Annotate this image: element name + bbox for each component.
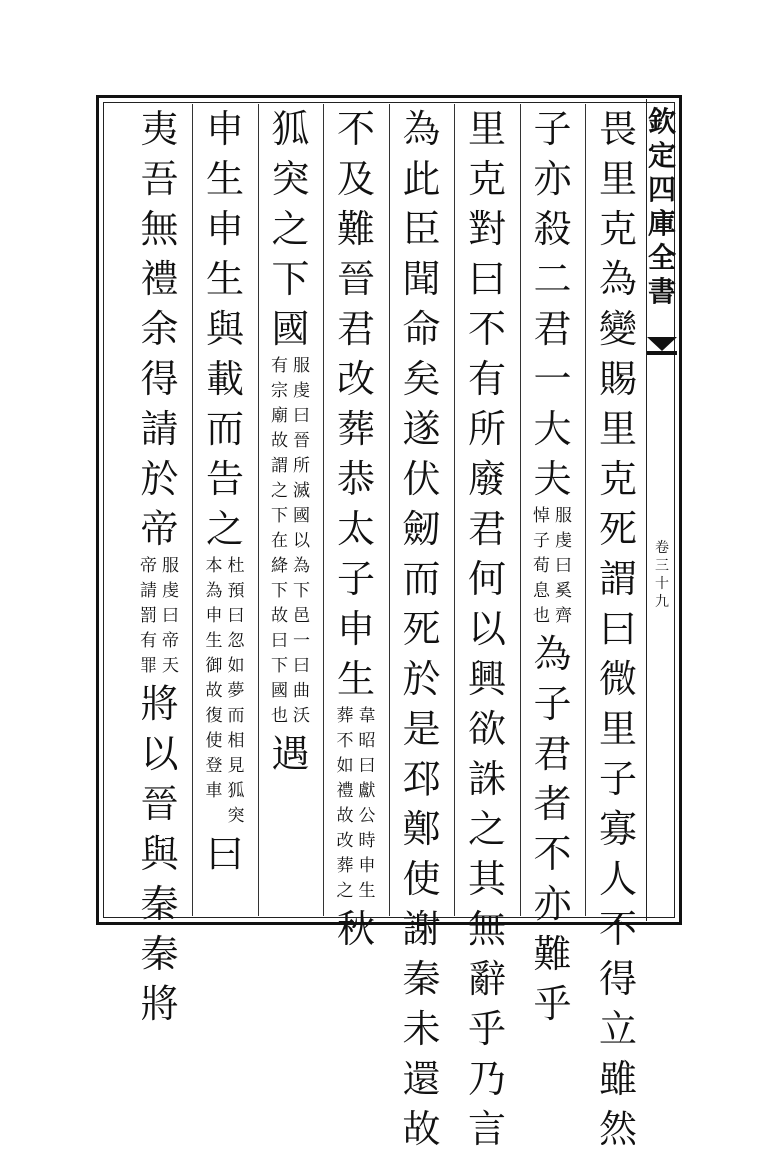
main-char: 而 bbox=[402, 557, 441, 601]
main-char: 子 bbox=[598, 757, 637, 801]
note-char: 昭 bbox=[358, 731, 376, 751]
main-char: 恭 bbox=[336, 457, 375, 501]
note-char: 突 bbox=[227, 806, 245, 826]
main-char: 謂 bbox=[598, 557, 637, 601]
main-char: 將 bbox=[140, 682, 179, 726]
note-char: 罰 bbox=[140, 606, 157, 626]
main-char: 劒 bbox=[402, 507, 441, 551]
note-char: 在 bbox=[271, 531, 288, 551]
note-char: 晉 bbox=[293, 431, 310, 451]
main-char: 於 bbox=[140, 457, 179, 501]
note-line bbox=[226, 554, 246, 829]
volume-char: 九 bbox=[655, 594, 669, 610]
main-char: 載 bbox=[205, 357, 244, 401]
main-char: 無 bbox=[467, 907, 506, 951]
main-char: 雖 bbox=[598, 1057, 637, 1101]
main-char: 故 bbox=[402, 1107, 441, 1151]
main-char: 為 bbox=[598, 257, 637, 301]
main-char: 之 bbox=[271, 207, 310, 251]
main-char: 與 bbox=[140, 832, 179, 876]
main-char: 申 bbox=[336, 607, 375, 651]
note-char: 曰 bbox=[293, 406, 310, 426]
note-char: 生 bbox=[358, 881, 376, 901]
main-char: 克 bbox=[598, 207, 637, 251]
main-char: 遂 bbox=[402, 407, 441, 451]
note-char: 下 bbox=[271, 506, 288, 526]
main-char: 不 bbox=[467, 307, 506, 351]
note-char: 之 bbox=[271, 481, 288, 501]
main-char: 其 bbox=[467, 857, 506, 901]
title-char: 欽 bbox=[647, 105, 676, 138]
note-char: 登 bbox=[205, 756, 223, 776]
main-char: 無 bbox=[140, 207, 179, 251]
note-char: 禮 bbox=[336, 781, 354, 801]
main-char: 里 bbox=[598, 707, 637, 751]
main-char: 所 bbox=[467, 407, 506, 451]
note-char: 悼 bbox=[533, 506, 550, 526]
main-char: 不 bbox=[598, 907, 637, 951]
main-char: 聞 bbox=[402, 257, 441, 301]
note-char: 葬 bbox=[336, 706, 354, 726]
note-char: 為 bbox=[205, 581, 223, 601]
main-char: 請 bbox=[140, 407, 179, 451]
main-char: 一 bbox=[533, 357, 572, 401]
note-line bbox=[357, 704, 377, 904]
main-char: 乃 bbox=[467, 1057, 506, 1101]
note-line bbox=[139, 554, 159, 679]
main-char: 君 bbox=[467, 507, 506, 551]
note-char: 改 bbox=[336, 831, 354, 851]
main-char: 寡 bbox=[598, 807, 637, 851]
note-char: 故 bbox=[271, 606, 288, 626]
note-char: 所 bbox=[293, 456, 310, 476]
column-rule bbox=[192, 104, 193, 916]
main-char: 晉 bbox=[140, 782, 179, 826]
main-char: 廢 bbox=[467, 457, 506, 501]
main-char: 將 bbox=[140, 982, 179, 1026]
note-char: 以 bbox=[293, 531, 310, 551]
note-line bbox=[532, 504, 552, 629]
note-line bbox=[204, 554, 224, 829]
main-char: 於 bbox=[402, 657, 441, 701]
note-char: 狐 bbox=[227, 781, 245, 801]
title-char: 定 bbox=[647, 139, 676, 172]
note-char: 謂 bbox=[271, 456, 288, 476]
note-char: 廟 bbox=[271, 406, 288, 426]
note-char: 本 bbox=[205, 556, 223, 576]
main-char: 此 bbox=[402, 157, 441, 201]
note-line bbox=[335, 704, 355, 904]
note-char: 請 bbox=[140, 581, 157, 601]
note-line bbox=[270, 354, 290, 729]
main-char: 而 bbox=[205, 407, 244, 451]
main-char: 生 bbox=[336, 657, 375, 701]
title-char: 全 bbox=[647, 241, 676, 274]
note-line bbox=[161, 554, 181, 679]
main-char: 殺 bbox=[533, 207, 572, 251]
main-char: 曰 bbox=[205, 832, 244, 876]
main-char: 以 bbox=[140, 732, 179, 776]
note-char: 國 bbox=[293, 506, 310, 526]
main-char: 太 bbox=[336, 507, 375, 551]
main-char: 克 bbox=[467, 157, 506, 201]
note-char: 罪 bbox=[140, 656, 157, 676]
main-char: 難 bbox=[336, 207, 375, 251]
note-char: 下 bbox=[293, 581, 310, 601]
note-char: 曰 bbox=[358, 756, 376, 776]
main-char: 辭 bbox=[467, 957, 506, 1001]
text-column bbox=[531, 104, 575, 1026]
note-char: 曲 bbox=[293, 681, 310, 701]
main-char: 死 bbox=[598, 507, 637, 551]
note-char: 邑 bbox=[293, 606, 310, 626]
main-char: 為 bbox=[402, 107, 441, 151]
main-char: 申 bbox=[205, 107, 244, 151]
text-column bbox=[596, 104, 640, 1151]
main-char: 曰 bbox=[467, 257, 506, 301]
center-margin bbox=[646, 99, 676, 921]
note-char: 齊 bbox=[555, 606, 572, 626]
volume-char: 十 bbox=[655, 576, 669, 592]
main-char: 禮 bbox=[140, 257, 179, 301]
volume-char: 三 bbox=[655, 558, 669, 574]
note-line bbox=[292, 354, 312, 729]
main-char: 欲 bbox=[467, 707, 506, 751]
fishtail-bar bbox=[647, 351, 677, 355]
note-char: 荀 bbox=[533, 556, 550, 576]
note-char: 葬 bbox=[336, 856, 354, 876]
main-char: 秦 bbox=[140, 932, 179, 976]
note-char: 天 bbox=[162, 656, 179, 676]
main-char: 里 bbox=[598, 407, 637, 451]
main-char: 君 bbox=[533, 732, 572, 776]
text-column bbox=[203, 104, 247, 916]
main-char: 臣 bbox=[402, 207, 441, 251]
main-char: 賜 bbox=[598, 357, 637, 401]
volume-char: 卷 bbox=[655, 540, 669, 556]
main-char: 子 bbox=[336, 557, 375, 601]
main-char: 使 bbox=[402, 857, 441, 901]
note-char: 曰 bbox=[162, 606, 179, 626]
note-char: 申 bbox=[358, 856, 376, 876]
note-char: 故 bbox=[336, 806, 354, 826]
text-column bbox=[138, 104, 182, 1026]
main-char: 子 bbox=[533, 107, 572, 151]
column-rule bbox=[323, 104, 324, 916]
title-char: 書 bbox=[647, 275, 676, 308]
title-char: 庫 bbox=[647, 207, 676, 240]
main-char: 為 bbox=[533, 632, 572, 676]
main-char: 與 bbox=[205, 307, 244, 351]
note-char: 如 bbox=[336, 756, 354, 776]
main-char: 二 bbox=[533, 257, 572, 301]
title-char: 四 bbox=[647, 173, 676, 206]
main-char: 微 bbox=[598, 657, 637, 701]
note-char: 服 bbox=[555, 506, 572, 526]
note-char: 相 bbox=[227, 731, 245, 751]
main-char: 曰 bbox=[598, 607, 637, 651]
main-char: 乎 bbox=[533, 982, 572, 1026]
main-char: 之 bbox=[205, 507, 244, 551]
note-char: 沃 bbox=[293, 706, 310, 726]
note-char: 帝 bbox=[140, 556, 157, 576]
note-char: 忽 bbox=[227, 631, 245, 651]
note-char: 故 bbox=[205, 681, 223, 701]
note-char: 下 bbox=[271, 656, 288, 676]
note-char: 曰 bbox=[227, 606, 245, 626]
main-char: 邳 bbox=[402, 757, 441, 801]
main-char: 生 bbox=[205, 257, 244, 301]
main-char: 變 bbox=[598, 307, 637, 351]
main-char: 未 bbox=[402, 1007, 441, 1051]
main-char: 下 bbox=[271, 257, 310, 301]
main-char: 謝 bbox=[402, 907, 441, 951]
note-char: 服 bbox=[293, 356, 310, 376]
note-char: 獻 bbox=[358, 781, 376, 801]
main-char: 難 bbox=[533, 932, 572, 976]
note-char: 復 bbox=[205, 706, 223, 726]
main-char: 亦 bbox=[533, 157, 572, 201]
note-char: 生 bbox=[205, 631, 223, 651]
note-char: 如 bbox=[227, 656, 245, 676]
main-char: 秦 bbox=[140, 882, 179, 926]
main-char: 遇 bbox=[271, 732, 310, 776]
main-char: 里 bbox=[467, 107, 506, 151]
note-char: 下 bbox=[271, 581, 288, 601]
main-char: 伏 bbox=[402, 457, 441, 501]
main-char: 鄭 bbox=[402, 807, 441, 851]
main-char: 不 bbox=[336, 107, 375, 151]
commentary-note bbox=[531, 504, 575, 629]
main-char: 里 bbox=[598, 157, 637, 201]
note-char: 使 bbox=[205, 731, 223, 751]
main-char: 改 bbox=[336, 357, 375, 401]
note-char: 見 bbox=[227, 756, 245, 776]
text-column bbox=[465, 104, 509, 1151]
main-char: 得 bbox=[140, 357, 179, 401]
main-char: 是 bbox=[402, 707, 441, 751]
note-char: 滅 bbox=[293, 481, 310, 501]
note-char: 之 bbox=[336, 881, 354, 901]
main-char: 有 bbox=[467, 357, 506, 401]
main-char: 乎 bbox=[467, 1007, 506, 1051]
note-char: 曰 bbox=[271, 631, 288, 651]
main-char: 葬 bbox=[336, 407, 375, 451]
note-char: 夢 bbox=[227, 681, 245, 701]
note-char: 公 bbox=[358, 806, 376, 826]
main-char: 人 bbox=[598, 857, 637, 901]
main-char: 告 bbox=[205, 457, 244, 501]
main-char: 余 bbox=[140, 307, 179, 351]
main-char: 國 bbox=[271, 307, 310, 351]
note-char: 韋 bbox=[358, 706, 376, 726]
main-char: 秦 bbox=[402, 957, 441, 1001]
note-char: 預 bbox=[227, 581, 245, 601]
main-char: 夷 bbox=[140, 107, 179, 151]
column-rule bbox=[454, 104, 455, 916]
note-char: 絳 bbox=[271, 556, 288, 576]
text-column bbox=[400, 104, 444, 1151]
commentary-note bbox=[269, 354, 313, 729]
main-char: 克 bbox=[598, 457, 637, 501]
main-char: 得 bbox=[598, 957, 637, 1001]
note-char: 一 bbox=[293, 631, 310, 651]
note-char: 有 bbox=[140, 631, 157, 651]
fishtail-mark bbox=[647, 337, 677, 351]
main-char: 晉 bbox=[336, 257, 375, 301]
text-column bbox=[334, 104, 378, 951]
main-char: 何 bbox=[467, 557, 506, 601]
note-char: 宗 bbox=[271, 381, 288, 401]
main-char: 畏 bbox=[598, 107, 637, 151]
note-char: 奚 bbox=[555, 581, 572, 601]
main-char: 突 bbox=[271, 157, 310, 201]
note-char: 也 bbox=[533, 606, 550, 626]
main-char: 對 bbox=[467, 207, 506, 251]
main-char: 之 bbox=[467, 807, 506, 851]
main-char: 吾 bbox=[140, 157, 179, 201]
main-char: 及 bbox=[336, 157, 375, 201]
note-char: 故 bbox=[271, 431, 288, 451]
commentary-note bbox=[203, 554, 247, 829]
main-char: 秋 bbox=[336, 907, 375, 951]
note-char: 息 bbox=[533, 581, 550, 601]
volume-label bbox=[647, 539, 677, 611]
main-char: 立 bbox=[598, 1007, 637, 1051]
column-rule bbox=[258, 104, 259, 916]
main-char: 大 bbox=[533, 407, 572, 451]
main-char: 不 bbox=[533, 832, 572, 876]
commentary-note bbox=[334, 704, 378, 904]
column-rule bbox=[585, 104, 586, 916]
note-char: 而 bbox=[227, 706, 245, 726]
note-char: 為 bbox=[293, 556, 310, 576]
main-char: 死 bbox=[402, 607, 441, 651]
note-char: 有 bbox=[271, 356, 288, 376]
note-char: 子 bbox=[533, 531, 550, 551]
column-rule bbox=[389, 104, 390, 916]
main-char: 命 bbox=[402, 307, 441, 351]
text-column bbox=[269, 104, 313, 916]
note-char: 不 bbox=[336, 731, 354, 751]
main-char: 夫 bbox=[533, 457, 572, 501]
main-char: 申 bbox=[205, 207, 244, 251]
note-char: 曰 bbox=[555, 556, 572, 576]
main-char: 君 bbox=[533, 307, 572, 351]
note-char: 申 bbox=[205, 606, 223, 626]
note-char: 帝 bbox=[162, 631, 179, 651]
note-char: 曰 bbox=[293, 656, 310, 676]
note-char: 御 bbox=[205, 656, 223, 676]
note-char: 服 bbox=[162, 556, 179, 576]
main-char: 君 bbox=[336, 307, 375, 351]
note-char: 虔 bbox=[555, 531, 572, 551]
note-char: 國 bbox=[271, 681, 288, 701]
main-char: 興 bbox=[467, 657, 506, 701]
main-char: 帝 bbox=[140, 507, 179, 551]
main-char: 矣 bbox=[402, 357, 441, 401]
main-char: 以 bbox=[467, 607, 506, 651]
main-char: 者 bbox=[533, 782, 572, 826]
note-char: 虔 bbox=[162, 581, 179, 601]
note-char: 也 bbox=[271, 706, 288, 726]
column-rule bbox=[520, 104, 521, 916]
note-char: 車 bbox=[205, 781, 223, 801]
main-char: 亦 bbox=[533, 882, 572, 926]
main-char: 言 bbox=[467, 1107, 506, 1151]
book-title bbox=[647, 105, 677, 309]
main-char: 子 bbox=[533, 682, 572, 726]
note-char: 杜 bbox=[227, 556, 245, 576]
main-char: 然 bbox=[598, 1107, 637, 1151]
main-char: 誅 bbox=[467, 757, 506, 801]
commentary-note bbox=[138, 554, 182, 679]
main-char: 生 bbox=[205, 157, 244, 201]
note-char: 虔 bbox=[293, 381, 310, 401]
main-char: 還 bbox=[402, 1057, 441, 1101]
note-char: 時 bbox=[358, 831, 376, 851]
note-line bbox=[554, 504, 574, 629]
main-char: 狐 bbox=[271, 107, 310, 151]
